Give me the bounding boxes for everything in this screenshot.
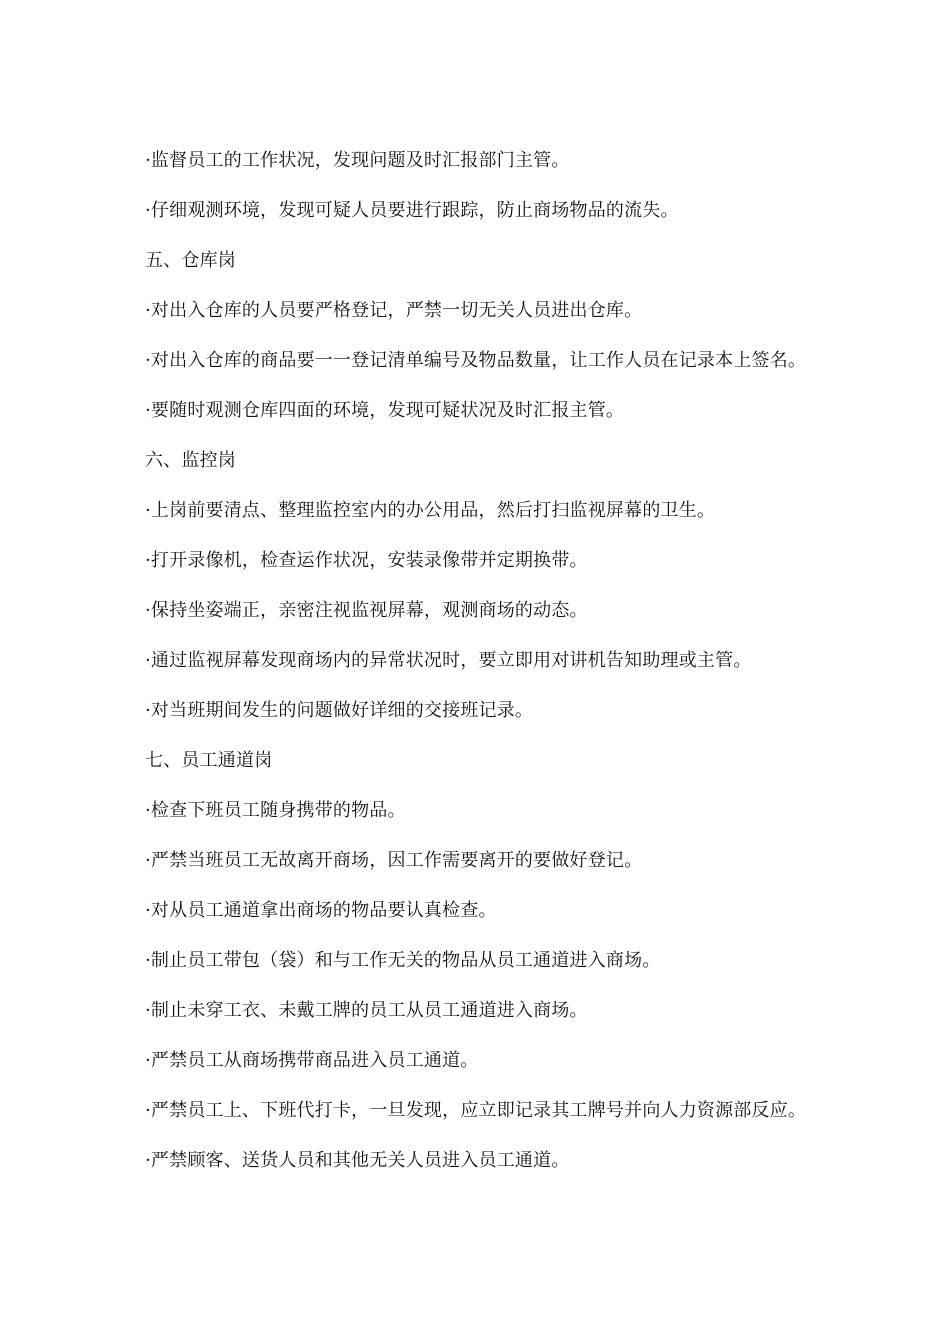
bullet-passage-check-belongings: ·检查下班员工随身携带的物品。: [145, 800, 406, 821]
bullet-monitoring-posture: ·保持坐姿端正，亲密注视监视屏幕，观测商场的动态。: [145, 600, 588, 621]
section-heading-warehouse: 五、仓库岗: [145, 250, 236, 271]
bullet-passage-clock-in: ·严禁员工上、下班代打卡，一旦发现，应立即记录其工牌号并向人力资源部反应。: [145, 1100, 807, 1121]
bullet-warehouse-register-goods: ·对出入仓库的商品要一一登记清单编号及物品数量，让工作人员在记录本上签名。: [145, 350, 807, 371]
bullet-passage-check-items: ·对从员工通道拿出商场的物品要认真检查。: [145, 900, 497, 921]
bullet-monitoring-prepare: ·上岗前要清点、整理监控室内的办公用品，然后打扫监视屏幕的卫生。: [145, 500, 716, 521]
bullet-warehouse-observe: ·要随时观测仓库四面的环境，发现可疑状况及时汇报主管。: [145, 400, 625, 421]
bullet-supervise-staff: ·监督员工的工作状况，发现问题及时汇报部门主管。: [145, 150, 570, 171]
bullet-monitoring-handover: ·对当班期间发生的问题做好详细的交接班记录。: [145, 700, 534, 721]
bullet-monitoring-report: ·通过监视屏幕发现商场内的异常状况时，要立即用对讲机告知助理或主管。: [145, 650, 752, 671]
document-body: [145, 148, 807, 1174]
bullet-passage-uniform: ·制止未穿工衣、未戴工牌的员工从员工通道进入商场。: [145, 1000, 588, 1021]
bullet-passage-no-leaving: ·严禁当班员工无故离开商场，因工作需要离开的要做好登记。: [145, 850, 643, 871]
section-heading-monitoring: 六、监控岗: [145, 450, 236, 471]
bullet-passage-no-goods: ·严禁员工从商场携带商品进入员工通道。: [145, 1050, 479, 1071]
bullet-observe-environment: ·仔细观测环境，发现可疑人员要进行跟踪，防止商场物品的流失。: [145, 200, 679, 221]
bullet-monitoring-recorder: ·打开录像机，检查运作状况，安装录像带并定期换带。: [145, 550, 588, 571]
bullet-warehouse-register-people: ·对出入仓库的人员要严格登记，严禁一切无关人员进出仓库。: [145, 300, 643, 321]
bullet-passage-no-outsiders: ·严禁顾客、送货人员和其他无关人员进入员工通道。: [145, 1150, 570, 1171]
section-heading-staff-passage: 七、员工通道岗: [145, 750, 273, 771]
bullet-passage-no-bags: ·制止员工带包（袋）和与工作无关的物品从员工通道进入商场。: [145, 950, 661, 971]
